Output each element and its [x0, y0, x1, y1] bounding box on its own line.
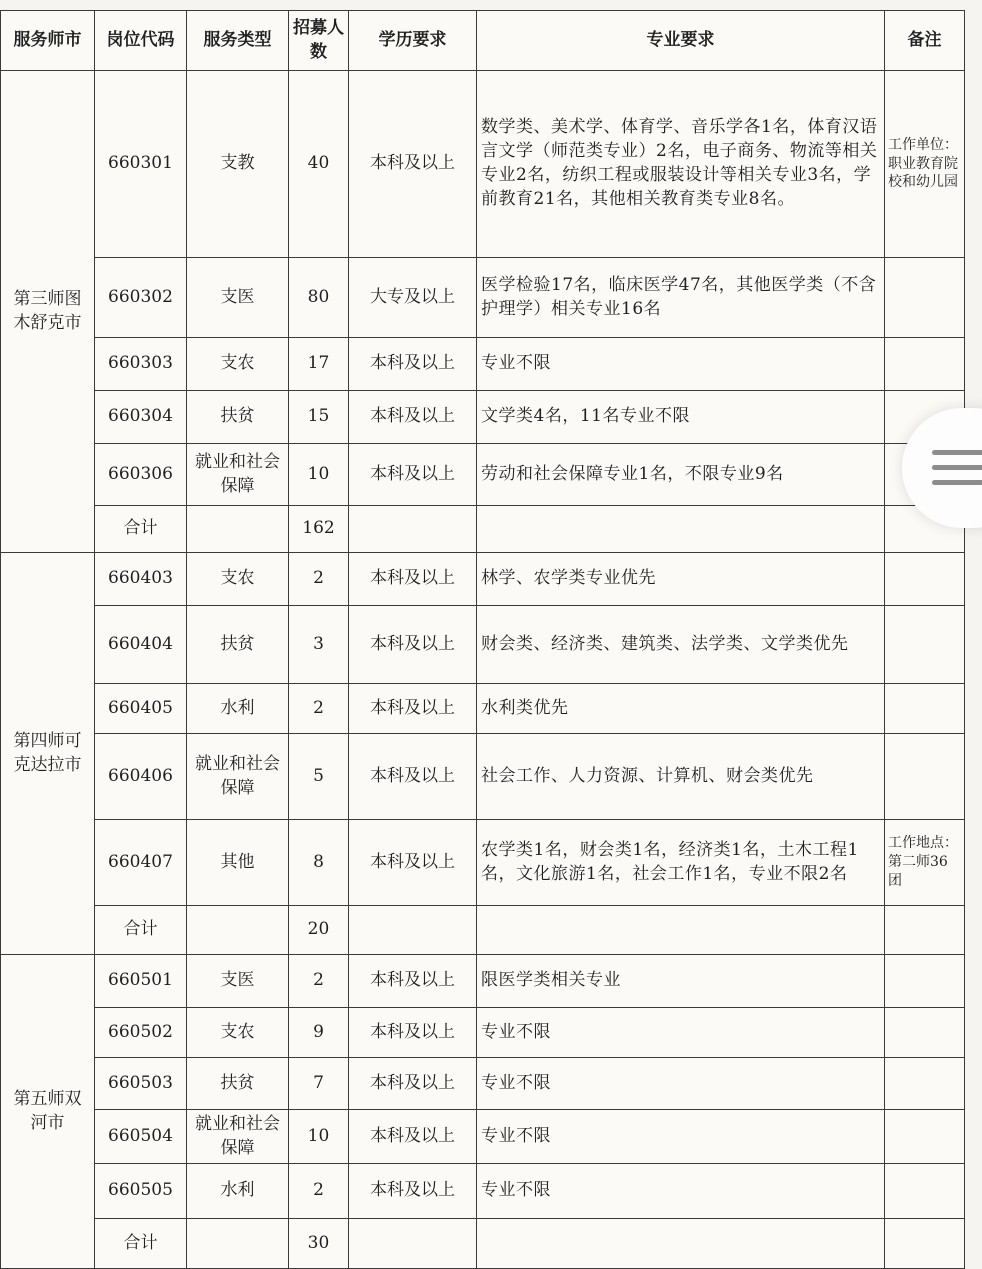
total-label: 合计 — [95, 906, 187, 955]
position-code: 660503 — [95, 1058, 187, 1110]
remark — [885, 606, 965, 684]
remark: 工作地点：第二师36团 — [885, 820, 965, 906]
education-req: 本科及以上 — [349, 820, 477, 906]
recruitment-table — [0, 10, 965, 1269]
major-req: 社会工作、人力资源、计算机、财会类优先 — [477, 734, 885, 820]
recruit-count: 2 — [289, 684, 349, 734]
table-row — [1, 734, 965, 820]
table-row — [1, 1110, 965, 1164]
education-req: 本科及以上 — [349, 606, 477, 684]
major-req: 林学、农学类专业优先 — [477, 553, 885, 606]
table-row — [1, 606, 965, 684]
position-code: 660405 — [95, 684, 187, 734]
table-row — [1, 258, 965, 338]
recruit-count: 2 — [289, 553, 349, 606]
position-code: 660301 — [95, 71, 187, 258]
position-code: 660504 — [95, 1110, 187, 1164]
remark — [885, 734, 965, 820]
education-req: 本科及以上 — [349, 391, 477, 444]
position-code: 660302 — [95, 258, 187, 338]
header-code: 岗位代码 — [95, 11, 187, 71]
recruit-count: 80 — [289, 258, 349, 338]
header-count: 招募人数 — [289, 11, 349, 71]
position-code: 660406 — [95, 734, 187, 820]
table-row — [1, 955, 965, 1008]
remark — [885, 1110, 965, 1164]
position-code: 660505 — [95, 1164, 187, 1219]
table-row — [1, 1058, 965, 1110]
service-type: 其他 — [187, 820, 289, 906]
major-req: 专业不限 — [477, 1058, 885, 1110]
major-req: 医学检验17名，临床医学47名，其他医学类（不含护理学）相关专业16名 — [477, 258, 885, 338]
position-code: 660501 — [95, 955, 187, 1008]
total-row — [1, 906, 965, 955]
service-type: 支医 — [187, 258, 289, 338]
recruit-count: 17 — [289, 338, 349, 391]
major-req: 专业不限 — [477, 1164, 885, 1219]
major-req: 限医学类相关专业 — [477, 955, 885, 1008]
total-count: 30 — [289, 1219, 349, 1269]
city-cell: 第五师双河市 — [1, 955, 95, 1269]
education-req: 本科及以上 — [349, 553, 477, 606]
recruit-count: 15 — [289, 391, 349, 444]
recruit-count: 5 — [289, 734, 349, 820]
recruit-count: 10 — [289, 1110, 349, 1164]
education-req: 本科及以上 — [349, 734, 477, 820]
table-row — [1, 1164, 965, 1219]
education-req: 本科及以上 — [349, 71, 477, 258]
header-row — [1, 11, 965, 71]
position-code: 660303 — [95, 338, 187, 391]
service-type: 支教 — [187, 71, 289, 258]
education-req: 大专及以上 — [349, 258, 477, 338]
remark — [885, 258, 965, 338]
table-row — [1, 391, 965, 444]
table-row — [1, 71, 965, 258]
major-req: 专业不限 — [477, 1110, 885, 1164]
major-req: 专业不限 — [477, 338, 885, 391]
major-req: 农学类1名，财会类1名，经济类1名，土木工程1名，文化旅游1名，社会工作1名，专业不限2名 — [477, 820, 885, 906]
recruit-count: 9 — [289, 1008, 349, 1058]
position-code: 660306 — [95, 444, 187, 506]
education-req: 本科及以上 — [349, 1110, 477, 1164]
service-type: 就业和社会保障 — [187, 444, 289, 506]
education-req: 本科及以上 — [349, 1008, 477, 1058]
remark — [885, 955, 965, 1008]
service-type: 支农 — [187, 1008, 289, 1058]
header-major: 专业要求 — [477, 11, 885, 71]
city-cell: 第三师图木舒克市 — [1, 71, 95, 553]
recruit-count: 2 — [289, 955, 349, 1008]
total-count: 162 — [289, 506, 349, 553]
major-req: 劳动和社会保障专业1名，不限专业9名 — [477, 444, 885, 506]
position-code: 660407 — [95, 820, 187, 906]
service-type: 支医 — [187, 955, 289, 1008]
service-type: 扶贫 — [187, 606, 289, 684]
service-type: 水利 — [187, 684, 289, 734]
total-label: 合计 — [95, 506, 187, 553]
major-req: 水利类优先 — [477, 684, 885, 734]
remark — [885, 1058, 965, 1110]
table-row — [1, 1008, 965, 1058]
major-req: 财会类、经济类、建筑类、法学类、文学类优先 — [477, 606, 885, 684]
service-type: 就业和社会保障 — [187, 734, 289, 820]
remark: 工作单位：职业教育院校和幼儿园 — [885, 71, 965, 258]
major-req: 文学类4名，11名专业不限 — [477, 391, 885, 444]
total-row — [1, 506, 965, 553]
service-type: 水利 — [187, 1164, 289, 1219]
table-row — [1, 338, 965, 391]
remark — [885, 1164, 965, 1219]
recruit-count: 40 — [289, 71, 349, 258]
table-row — [1, 444, 965, 506]
city-cell: 第四师可克达拉市 — [1, 553, 95, 955]
education-req: 本科及以上 — [349, 1058, 477, 1110]
recruit-count: 3 — [289, 606, 349, 684]
education-req: 本科及以上 — [349, 338, 477, 391]
service-type: 支农 — [187, 338, 289, 391]
header-city: 服务师市 — [1, 11, 95, 71]
position-code: 660404 — [95, 606, 187, 684]
header-edu: 学历要求 — [349, 11, 477, 71]
recruit-count: 8 — [289, 820, 349, 906]
table-row — [1, 820, 965, 906]
menu-icon — [932, 450, 982, 455]
header-type: 服务类型 — [187, 11, 289, 71]
major-req: 数学类、美术学、体育学、音乐学各1名，体育汉语言文学（师范类专业）2名，电子商务、物流等相关专业2名，纺织工程或服装设计等相关专业3名，学前教育21名，其他相关教育类专业8名。 — [477, 71, 885, 258]
major-req: 专业不限 — [477, 1008, 885, 1058]
education-req: 本科及以上 — [349, 1164, 477, 1219]
total-label: 合计 — [95, 1219, 187, 1269]
education-req: 本科及以上 — [349, 444, 477, 506]
total-row — [1, 1219, 965, 1269]
table-row — [1, 553, 965, 606]
remark — [885, 1008, 965, 1058]
remark — [885, 553, 965, 606]
service-type: 支农 — [187, 553, 289, 606]
recruit-count: 2 — [289, 1164, 349, 1219]
header-note: 备注 — [885, 11, 965, 71]
position-code: 660403 — [95, 553, 187, 606]
recruit-count: 7 — [289, 1058, 349, 1110]
remark — [885, 338, 965, 391]
education-req: 本科及以上 — [349, 955, 477, 1008]
education-req: 本科及以上 — [349, 684, 477, 734]
table-row — [1, 684, 965, 734]
service-type: 扶贫 — [187, 391, 289, 444]
service-type: 扶贫 — [187, 1058, 289, 1110]
position-code: 660304 — [95, 391, 187, 444]
service-type: 就业和社会保障 — [187, 1110, 289, 1164]
position-code: 660502 — [95, 1008, 187, 1058]
total-count: 20 — [289, 906, 349, 955]
remark — [885, 684, 965, 734]
recruit-count: 10 — [289, 444, 349, 506]
